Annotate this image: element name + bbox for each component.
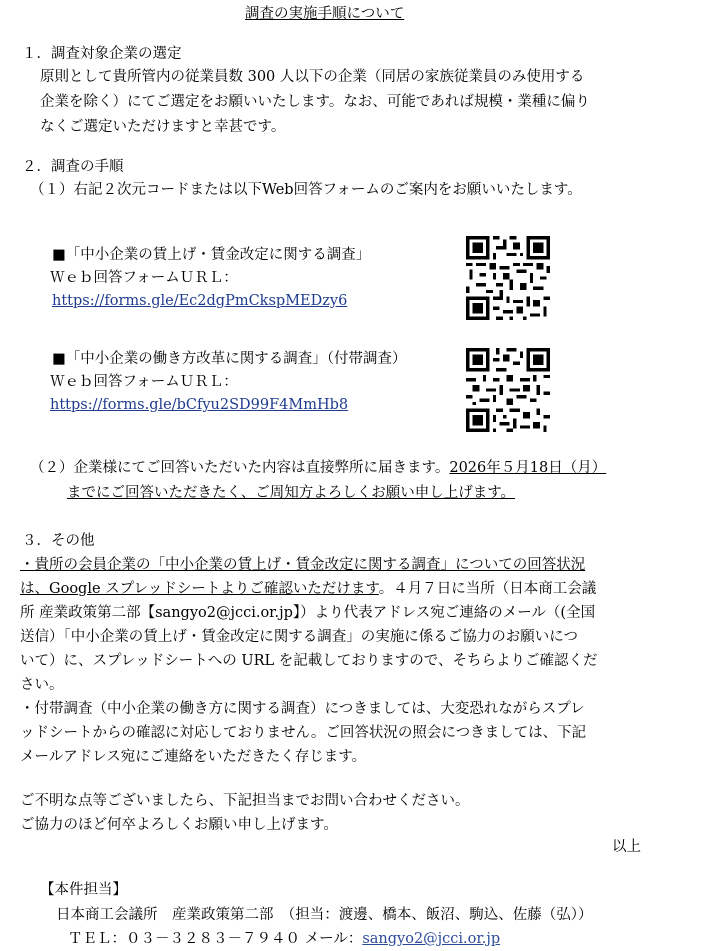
- bullet2-line1: ・付帯調査（中小企業の働き方に関する調査）につきましては、大変恐れながらスプレ: [20, 701, 585, 717]
- bullet1-line3: 所 産業政策第二部【sangyo2@jcci.or.jp】）より代表アドレス宛ご連絡のメール（(全国: [20, 605, 596, 621]
- section2-item2-text: （２）企業様にてご回答いただいた内容は直接弊所に届きます。: [30, 460, 450, 476]
- deadline-request: までにご回答いただきたく、ご周知方よろしくお願い申し上げます。: [67, 485, 516, 501]
- section2-item1: （１）右記２次元コードまたは以下Web回答フォームのご案内をお願いいたします。: [30, 182, 582, 198]
- bullet2-line2: ッドシートからの確認に対応しておりません。ご回答状況の照会につきましては、下記: [20, 725, 587, 741]
- survey2-link[interactable]: https://forms.gle/bCfyu2SD99F4MmHb8: [50, 397, 349, 413]
- section1-text-line1: 原則として貴所管内の従業員数 300 人以下の企業（同居の家族従業員のみ使用する: [40, 69, 585, 85]
- closing-ijo: 以上: [612, 839, 641, 855]
- section1-heading: １．調査対象企業の選定: [22, 46, 182, 62]
- survey2-name: ■「中小企業の働き方改革に関する調査」（付帯調査）: [52, 351, 407, 367]
- bullet1-line2-underlined: は、Google スプレッドシートよりご確認いただけます: [20, 581, 379, 597]
- closing-line2: ご協力のほど何卒よろしくお願い申し上げます。: [20, 817, 338, 833]
- contact-heading: 【本件担当】: [40, 882, 127, 898]
- closing-line1: ご不明な点等ございましたら、下記担当までお問い合わせください。: [20, 793, 470, 809]
- bullet1-line2: [20, 577, 596, 601]
- section1-text-line3: なくご選定いただけますと幸甚です。: [40, 119, 286, 135]
- bullet1-line5: いて）に、スプレッドシートへの URL を記載しておりますので、そちらよりご確認くだ: [20, 653, 598, 669]
- bullet2-line3: メールアドレス宛にご連絡をいただきたく存じます。: [20, 749, 367, 765]
- survey1-link[interactable]: https://forms.gle/Ec2dgPmCkspMEDzy6: [52, 293, 348, 309]
- section2-item2: [30, 456, 606, 480]
- survey2-url-label: Ｗｅｂ回答フォームＵＲＬ：: [50, 374, 238, 390]
- section2-heading: ２．調査の手順: [22, 159, 124, 175]
- survey1-url-label: Ｗｅｂ回答フォームＵＲＬ：: [50, 270, 238, 286]
- section3-heading: ３．その他: [22, 533, 95, 549]
- contact-email-link[interactable]: sangyo2@jcci.or.jp: [362, 931, 501, 947]
- survey1-qr-code: [466, 236, 550, 320]
- survey1-name: ■「中小企業の賃上げ・賃金改定に関する調査」: [52, 247, 371, 263]
- page-title: 調査の実施手順について: [245, 6, 405, 22]
- section1-text-line2: 企業を除く）にてご選定をお願いいたします。なお、可能であれば規模・業種に偏り: [40, 94, 590, 110]
- survey2-qr-code: [466, 348, 550, 432]
- bullet1-line4: 送信）「中小企業の賃上げ・賃金改定に関する調査」の実施に係るご協力のお願いにつ: [20, 629, 578, 645]
- bullet1-line6: さい。: [20, 677, 64, 693]
- bullet1-line1: ・貴所の会員企業の「中小企業の賃上げ・賃金改定に関する調査」についての回答状況: [20, 557, 586, 573]
- contact-org: 日本商工会議所 産業政策第二部 （担当：渡邊、橋本、飯沼、駒込、佐藤（弘））: [56, 907, 593, 923]
- contact-tel-text: ＴＥＬ：０３－３２８３－７９４０ メール：: [68, 931, 363, 947]
- contact-tel: [68, 927, 500, 951]
- bullet1-line2-rest: 。４月７日に当所（日本商工会議: [378, 581, 597, 597]
- deadline-date: 2026年５月18日（月）: [449, 460, 607, 476]
